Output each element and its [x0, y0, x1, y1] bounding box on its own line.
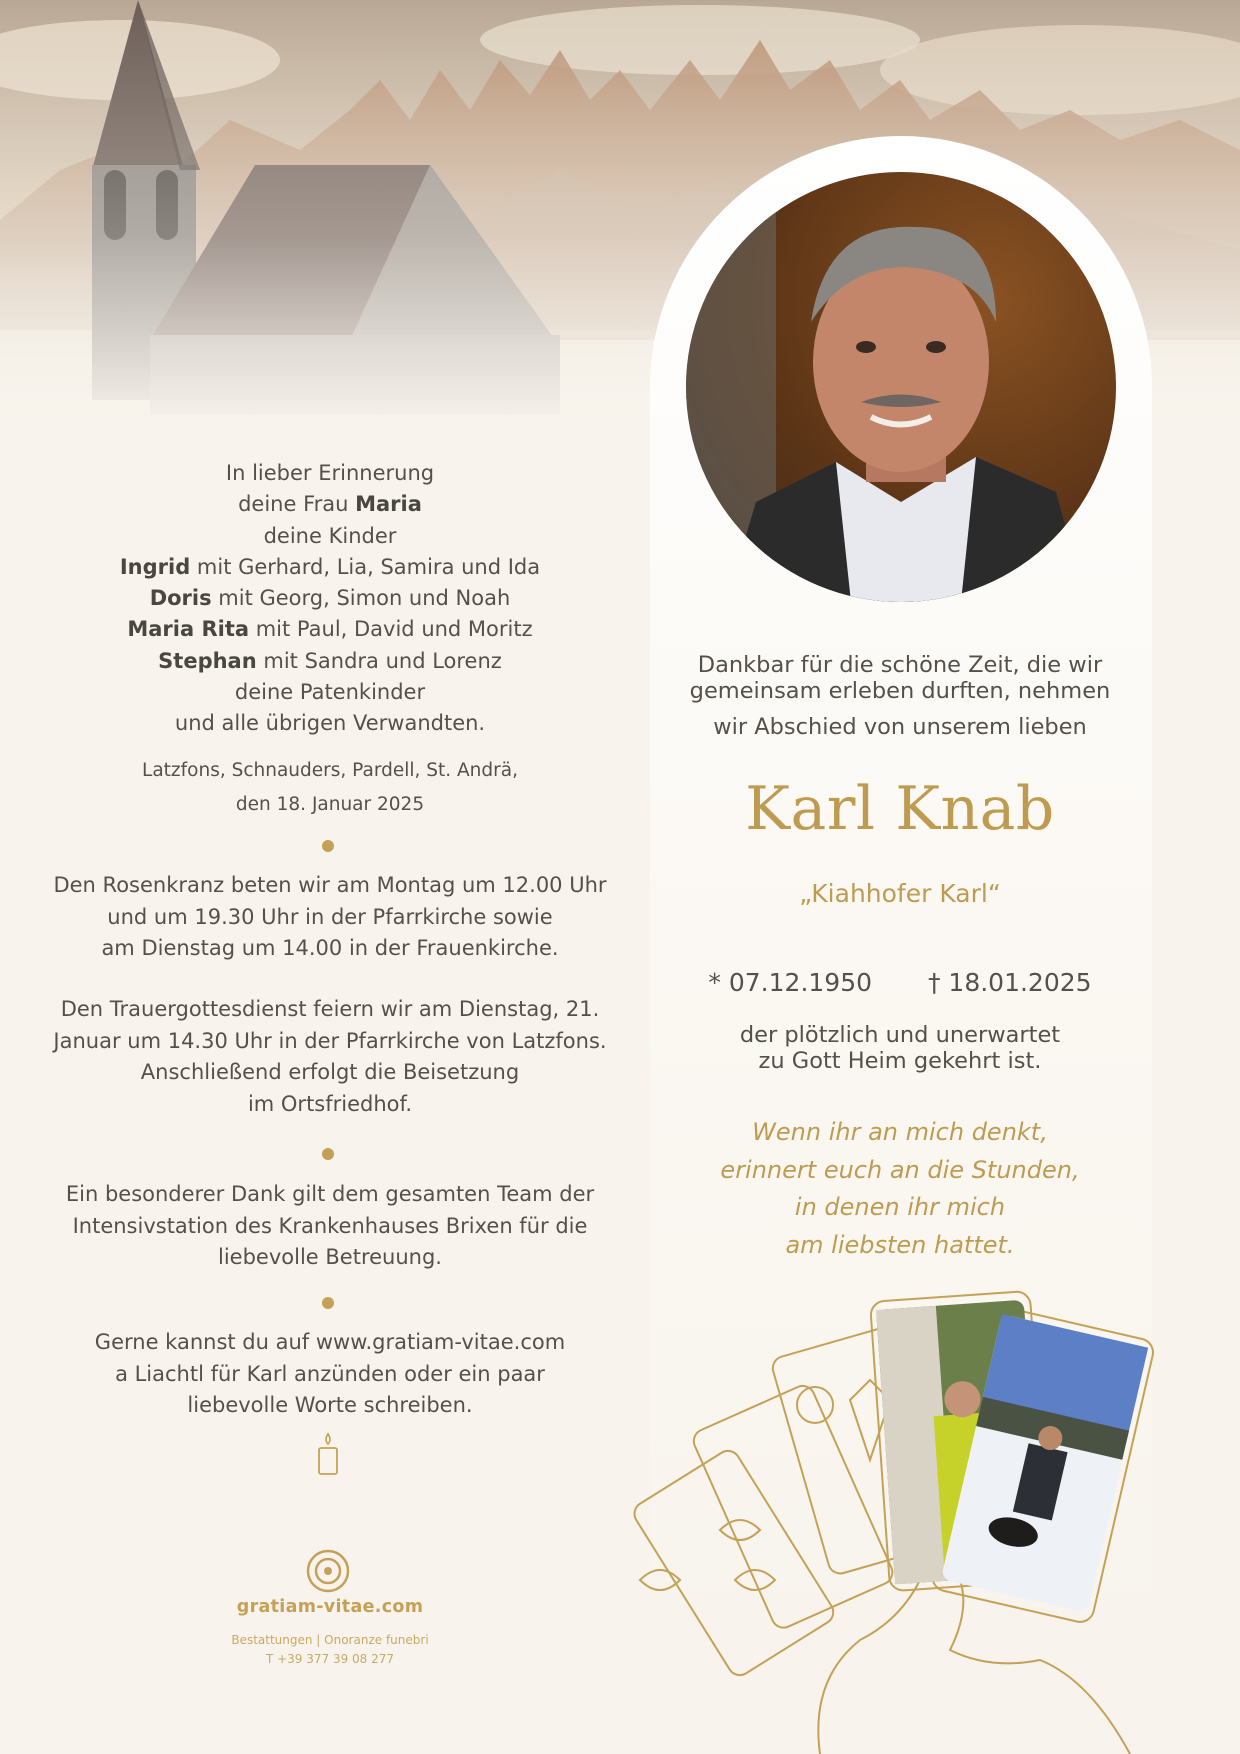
place-date — [40, 754, 620, 822]
rosary-line: Den Rosenkranz beten wir am Montag um 12.00 Uhr — [53, 873, 607, 897]
deceased-name: Karl Knab — [745, 774, 1055, 844]
playing-cards-illustration — [570, 1280, 1240, 1754]
death-note — [660, 1022, 1140, 1074]
place-line: Latzfons, Schnauders, Pardell, St. Andrä, — [142, 760, 518, 781]
memorial-quote — [660, 1114, 1140, 1264]
online-line: Gerne kannst du auf www.gratiam-vitae.com — [94, 1330, 566, 1354]
deceased-nickname: „Kiahhofer Karl“ — [799, 879, 1001, 908]
funeral-line: Den Trauergottesdienst feiern wir am Dienstag, 21. — [60, 997, 600, 1021]
date-line: den 18. Januar 2025 — [235, 794, 425, 815]
quote-line: Wenn ihr an mich denkt, — [752, 1118, 1048, 1146]
birth-date: * 07.12.1950 — [708, 968, 873, 997]
brand-name-link[interactable]: gratiam-vitae.com — [236, 1597, 424, 1617]
rosary-info — [40, 870, 620, 965]
family-line: deine Frau Maria — [238, 492, 422, 517]
portrait-photo — [686, 172, 1116, 602]
dot-separator-icon — [322, 1148, 334, 1160]
online-condolence-text — [40, 1327, 620, 1422]
rosary-line: und um 19.30 Uhr in der Pfarrkirche sowie — [107, 904, 553, 929]
life-dates — [660, 966, 1140, 1000]
quote-line: am liebsten hattet. — [785, 1230, 1015, 1259]
family-line: In lieber Erinnerung — [225, 461, 435, 485]
thanks-line: liebevolle Betreuung. — [218, 1245, 442, 1269]
funeral-info — [40, 994, 620, 1120]
family-line: Doris mit Georg, Simon und Noah — [149, 586, 511, 611]
dot-separator-icon — [322, 1297, 334, 1309]
family-line: deine Patenkinder — [234, 680, 426, 705]
online-line: a Liachtl für Karl anzünden oder ein paar — [115, 1361, 545, 1386]
thanks-text — [40, 1179, 620, 1274]
thanks-line: Ein besonderer Dank gilt dem gesamten Team der — [65, 1182, 595, 1206]
quote-line: in denen ihr mich — [794, 1193, 1006, 1221]
funeral-line: Januar um 14.30 Uhr in der Pfarrkirche von Latzfons. — [53, 1028, 607, 1053]
spiral-logo-icon[interactable] — [305, 1548, 351, 1594]
dot-separator-icon — [322, 840, 334, 852]
funeral-line: im Ortsfriedhof. — [247, 1091, 413, 1116]
quote-line: erinnert euch an die Stunden, — [720, 1155, 1080, 1184]
family-line: Stephan mit Sandra und Lorenz — [158, 648, 502, 673]
intro-text — [660, 652, 1140, 740]
funeral-line: Anschließend erfolgt die Beisetzung — [140, 1060, 520, 1084]
intro-line: wir Abschied von unserem lieben — [713, 714, 1087, 740]
intro-line: gemeinsam erleben durften, nehmen — [689, 678, 1111, 704]
family-line: Ingrid mit Gerhard, Lia, Samira und Ida — [119, 554, 541, 579]
brand-phone: T +39 377 39 08 277 — [265, 1652, 395, 1666]
rosary-line: am Dienstag um 14.00 in der Frauenkirche. — [101, 936, 559, 960]
family-line: und alle übrigen Verwandten. — [174, 711, 486, 736]
death-date: † 18.01.2025 — [927, 968, 1092, 997]
death-note-line: der plötzlich und unerwartet — [739, 1022, 1061, 1048]
intro-line: Dankbar für die schöne Zeit, die wir — [697, 652, 1103, 678]
death-note-line: zu Gott Heim gekehrt ist. — [758, 1048, 1042, 1074]
thanks-line: Intensivstation des Krankenhauses Brixen für die — [72, 1213, 588, 1238]
family-list — [40, 458, 620, 740]
brand-subtitle: Bestattungen | Onoranze funebri — [231, 1633, 429, 1647]
family-line: Maria Rita mit Paul, David und Moritz — [127, 617, 533, 642]
family-line: deine Kinder — [263, 523, 397, 548]
candle-icon[interactable] — [316, 1432, 340, 1476]
online-line: liebevolle Worte schreiben. — [187, 1393, 473, 1417]
